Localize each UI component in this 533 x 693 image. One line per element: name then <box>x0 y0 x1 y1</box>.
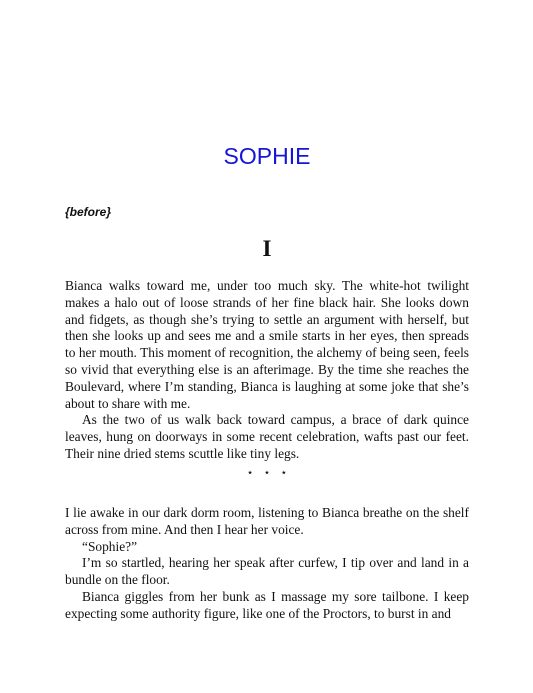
paragraph: As the two of us walk back toward campus, a brace of dark quince leaves, hung on doorways in some recent celebration, wafts past our feet. Their nine dried stems scuttle like tiny legs. <box>65 412 469 461</box>
chapter-epigraph: {before} <box>65 205 112 219</box>
paragraph: Bianca walks toward me, under too much sky. The white-hot twilight makes a halo out of loose strands of her fine black hair. She looks down and fidgets, as though she’s trying to settle an argument with herself, but then she looks up and sees me and a smile starts in her eyes, then spreads to her mouth. This moment of recognition, the alchemy of being seen, feels so vivid that everything else is an afterimage. By the time she reaches the Boulevard, where I’m standing, Bianca is laughing at some joke that she’s about to share with me. <box>65 278 469 411</box>
paragraph: I’m so startled, hearing her speak after curfew, I tip over and land in a bundle on the floor. <box>65 555 469 588</box>
section-number: I <box>262 236 272 261</box>
paragraph: “Sophie?” <box>82 538 138 554</box>
paragraph: I lie awake in our dark dorm room, listening to Bianca breathe on the shelf across from mine. And then I hear her voice. <box>65 505 469 537</box>
chapter-title: SOPHIE <box>223 143 311 169</box>
scene-break: ⋆⋆⋆ <box>246 467 298 479</box>
section-two-text <box>65 505 469 623</box>
section-one-text <box>65 278 469 463</box>
paragraph: Bianca giggles from her bunk as I massage my sore tailbone. I keep expecting some authority figure, like one of the Proctors, to burst in and <box>65 588 469 621</box>
